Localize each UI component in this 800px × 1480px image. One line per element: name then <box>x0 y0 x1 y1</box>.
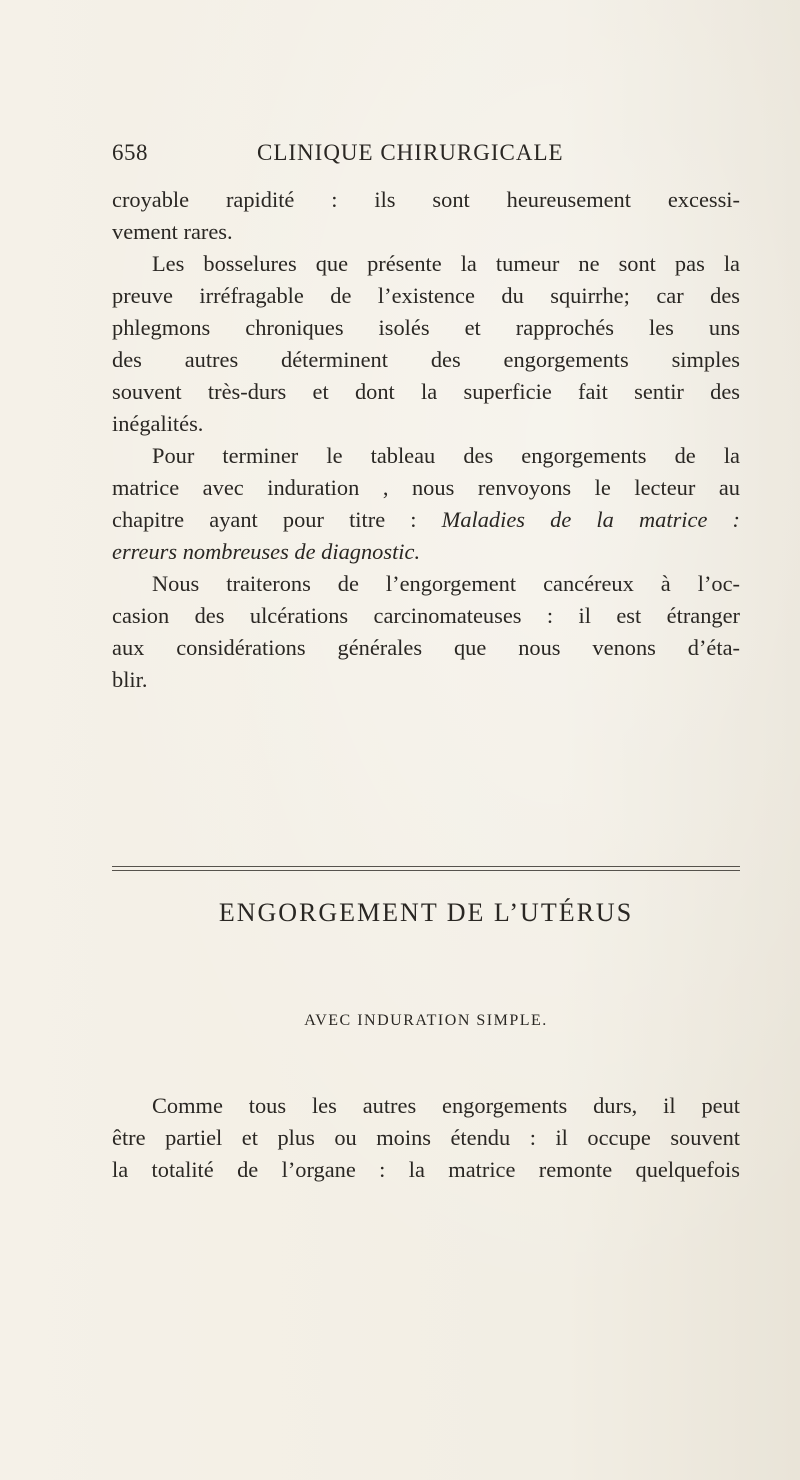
text-line: inégalités. <box>112 411 204 436</box>
page-number: 658 <box>112 140 148 165</box>
text-line: être partiel et plus ou moins étendu : il occupe souvent <box>112 1125 740 1150</box>
text-line: vement rares. <box>112 219 233 244</box>
section-subtitle: AVEC INDURATION SIMPLE. <box>304 1012 548 1029</box>
text-line <box>112 504 740 536</box>
text-line: souvent très-durs et dont la superficie fait sentir des <box>112 379 740 404</box>
text-line: Pour terminer le tableau des engorgements de la <box>152 443 740 468</box>
text-line: erreurs nombreuses de diagnostic. <box>112 539 421 564</box>
text-block-top <box>112 184 740 696</box>
text-line: croyable rapidité : ils sont heureusement excessi- <box>112 187 740 212</box>
section-divider <box>112 866 740 871</box>
text-block-bottom <box>112 1090 740 1186</box>
running-title: CLINIQUE CHIRURGICALE <box>257 140 564 165</box>
text-line: aux considérations générales que nous venons d’éta- <box>112 635 740 660</box>
italic-title: Maladies de la matrice : <box>441 507 740 532</box>
text-line: phlegmons chroniques isolés et rapprochés les uns <box>112 315 740 340</box>
text-line: des autres déterminent des engorgements simples <box>112 347 740 372</box>
text-line: matrice avec induration , nous renvoyons le lecteur au <box>112 475 740 500</box>
page-header <box>112 140 742 172</box>
text-run: chapitre ayant pour titre : <box>112 507 417 532</box>
text-line: la totalité de l’organe : la matrice remonte quelquefois <box>112 1157 740 1182</box>
text-line: Les bosselures que présente la tumeur ne sont pas la <box>152 251 740 276</box>
text-line: blir. <box>112 667 148 692</box>
text-line: Nous traiterons de l’engorgement cancéreux à l’oc- <box>152 571 740 596</box>
text-line: Comme tous les autres engorgements durs, il peut <box>152 1093 740 1118</box>
section-title: ENGORGEMENT DE L’UTÉRUS <box>218 898 634 927</box>
text-line: preuve irréfragable de l’existence du squirrhe; car des <box>112 283 740 308</box>
text-line: casion des ulcérations carcinomateuses : il est étranger <box>112 603 740 628</box>
